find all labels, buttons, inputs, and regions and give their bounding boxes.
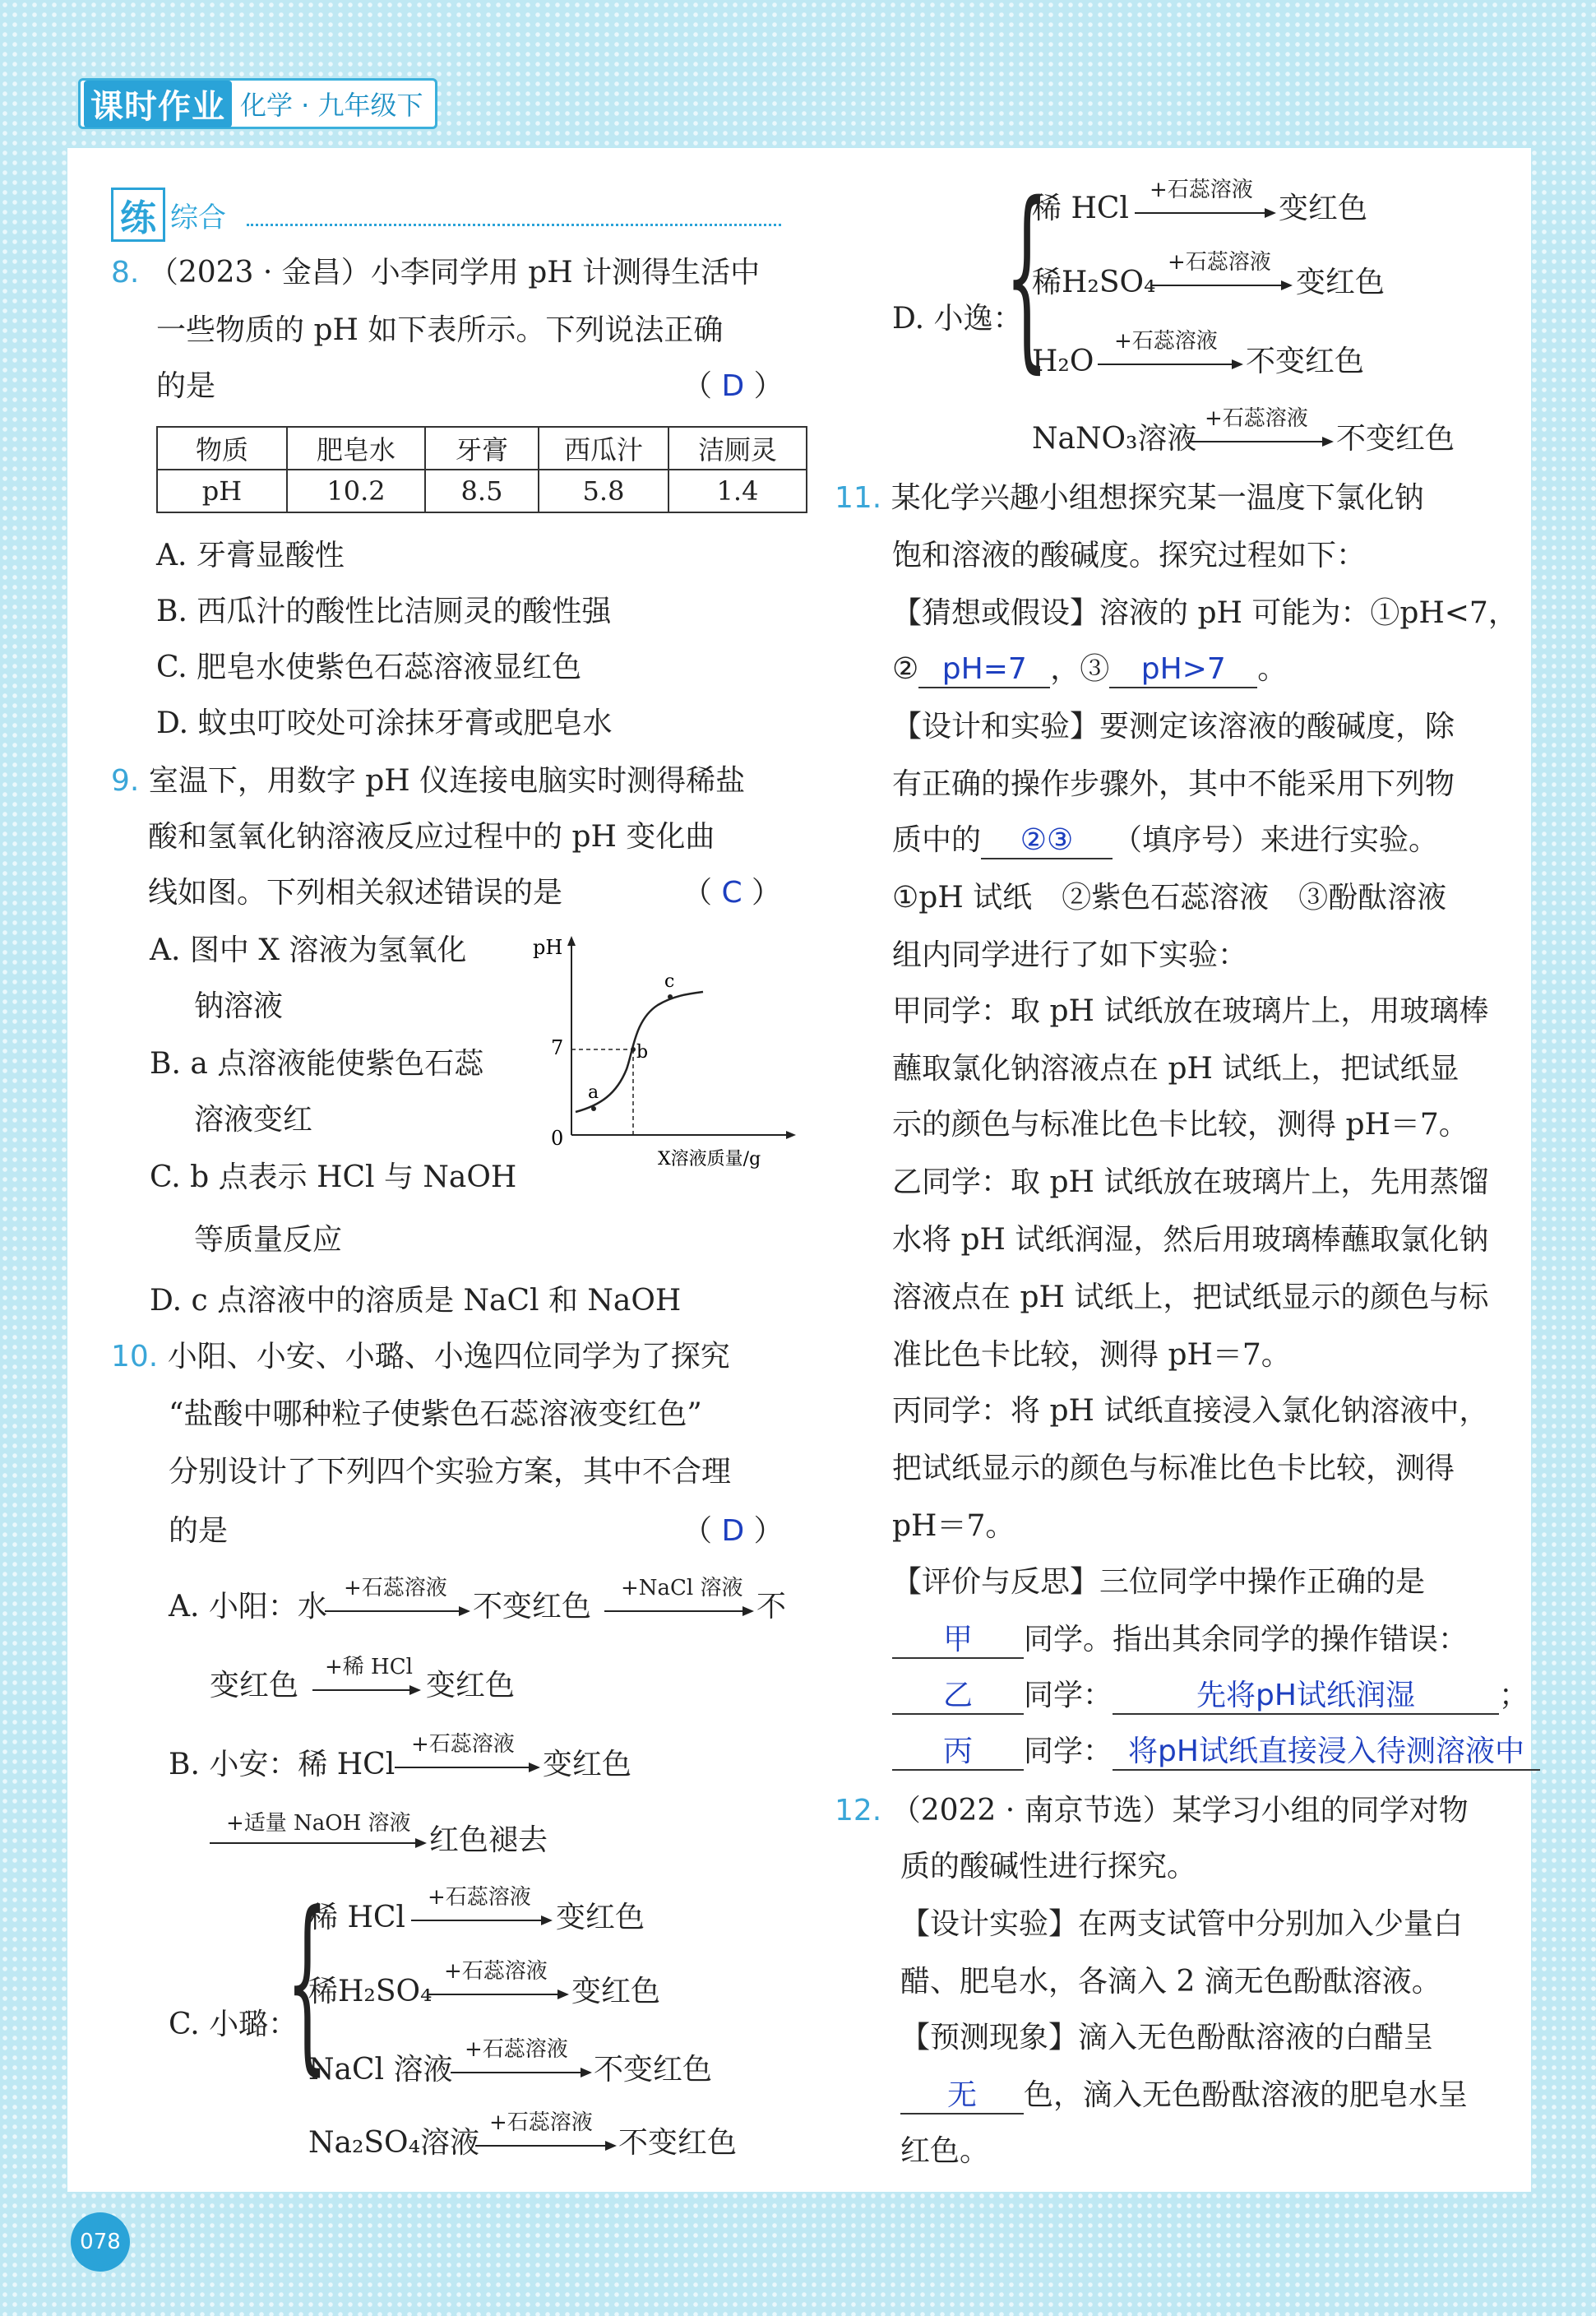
q10c-p1: 变红色 (556, 1901, 645, 1934)
reagent-label: +NaCl 溶液 (621, 1576, 743, 1600)
q9-option-d: D. c 点溶液中的溶质是 NaCl 和 NaOH (150, 1284, 682, 1318)
table-cell: 8.5 (425, 470, 539, 512)
q12-line4: 醋、肥皂水，各滴入 2 滴无色酚酞溶液。 (900, 1965, 1441, 1999)
point-b: b (636, 1042, 649, 1063)
q10d-sub4: NaNO₃溶液 (1032, 422, 1197, 456)
reaction-arrow (451, 2072, 590, 2073)
q10d-sub3: H₂O (1032, 345, 1094, 378)
q12-line2: 质的酸碱性进行探究。 (900, 1850, 1197, 1883)
q10c-p4: 不变红色 (618, 2126, 738, 2160)
answer-blank: pH>7 (1109, 651, 1257, 688)
q11-body: 准比色卡比较，测得 pH＝7。 (892, 1338, 1291, 1372)
q8-line2: 一些物质的 pH 如下表所示。下列说法正确 (156, 313, 724, 347)
answer-blank: ②③ (981, 822, 1113, 859)
practice-icon: 练 (111, 188, 165, 242)
table-header: 牙膏 (425, 427, 539, 470)
reaction-arrow (210, 1842, 425, 1844)
header-banner (78, 78, 437, 129)
q8-line1: 8. （2023 · 金昌）小李同学用 pH 计测得生活中 (111, 256, 761, 290)
q10b-who: B. 小安：稀 HCl (169, 1748, 396, 1781)
q11-body: 示的颜色与标准比色卡比较，测得 pH＝7。 (892, 1108, 1469, 1142)
reaction-arrow (325, 1610, 469, 1612)
table-header: 西瓜汁 (539, 427, 668, 470)
tick-7: 7 (551, 1036, 564, 1059)
q10c-sub2: 稀H₂SO₄ (308, 1975, 433, 2008)
q8-line3: 的是 (156, 369, 216, 403)
reaction-arrow (475, 2145, 615, 2147)
q9-option-c: C. b 点表示 HCl 与 NaOH (150, 1160, 517, 1194)
q10c-sub4: Na₂SO₄溶液 (308, 2126, 480, 2160)
q10d-who: D. 小逸： (892, 302, 1023, 336)
table-header: 洁厕灵 (668, 427, 807, 470)
q11-design1: 【设计和实验】要测定该溶液的酸碱度，除 (892, 710, 1455, 743)
answer-blank: 将pH试纸直接浸入待测溶液中 (1113, 1734, 1540, 1771)
reagent-label: +稀 HCl (325, 1655, 413, 1679)
q10d-sub2: 稀H₂SO₄ (1032, 266, 1156, 299)
q10d-p2: 变红色 (1296, 266, 1386, 299)
q11-eval2: 甲 同学。指出其余同学的操作错误： (892, 1622, 1468, 1659)
reagent-label: +石蕊溶液 (1150, 178, 1253, 202)
answer-blank: pH=7 (918, 651, 1050, 688)
q11-guess-line: ② pH=7 ，③ pH>7 。 (892, 651, 1287, 688)
q10b-p2: 红色褪去 (429, 1823, 548, 1857)
q11-eval3: 乙 同学： 先将pH试纸润湿 ； (892, 1678, 1529, 1715)
axis-ylabel: pH (533, 936, 563, 959)
table-header: 物质 (157, 427, 287, 470)
q11-line3: 【猜想或假设】溶液的 pH 可能为：①pH<7， (892, 596, 1518, 630)
reagent-label: +适量 NaOH 溶液 (226, 1811, 411, 1836)
q8-option-a: A. 牙膏显酸性 (156, 539, 345, 572)
reagent-label: +石蕊溶液 (344, 1576, 447, 1600)
brace: { (286, 1873, 329, 2092)
q10a-p1: 不变红色 (473, 1590, 592, 1624)
section-heading (111, 188, 226, 242)
answer-blank: 先将pH试纸润湿 (1113, 1678, 1499, 1715)
q10d-sub1: 稀 HCl (1032, 192, 1129, 225)
q12-line1: 12. （2022 · 南京节选）某学习小组的同学对物 (835, 1794, 1469, 1827)
reagent-label: +石蕊溶液 (444, 1959, 548, 1984)
q10a-p2a: 不 (756, 1590, 787, 1624)
reaction-arrow (1098, 364, 1242, 365)
q12-line6: 无 色，滴入无色酚酞溶液的肥皂水呈 (900, 2077, 1468, 2115)
page-number: 078 (71, 2212, 130, 2272)
q9-line3: 线如图。下列相关叙述错误的是 (148, 876, 563, 910)
q11-design2: 有正确的操作步骤外，其中不能采用下列物 (892, 767, 1455, 801)
reaction-arrow (312, 1689, 419, 1691)
q9-answer: （ C ） (682, 876, 782, 910)
q10b-p1: 变红色 (543, 1748, 632, 1781)
q9-line1: 9. 室温下，用数字 pH 仪连接电脑实时测得稀盐 (111, 764, 746, 798)
q12-line3: 【设计实验】在两支试管中分别加入少量白 (900, 1907, 1464, 1941)
q9-option-c2: 等质量反应 (194, 1223, 343, 1257)
reaction-arrow (395, 1767, 539, 1768)
reagent-label: +石蕊溶液 (428, 1885, 531, 1910)
q9-option-a2: 钠溶液 (194, 989, 284, 1023)
reagent-label: +石蕊溶液 (1114, 329, 1218, 354)
q8-option-b: B. 西瓜汁的酸性比洁厕灵的酸性强 (156, 595, 612, 628)
q10c-sub3: NaCl 溶液 (308, 2053, 453, 2087)
answer-blank: 无 (900, 2077, 1024, 2115)
q8-option-d: D. 蚊虫叮咬处可涂抹牙膏或肥皂水 (156, 706, 613, 740)
q10c-sub1: 稀 HCl (308, 1901, 405, 1934)
axis-xlabel: X溶液质量/g (658, 1149, 761, 1170)
q8-option-c: C. 肥皂水使紫色石蕊溶液显红色 (156, 651, 582, 684)
point-c: c (664, 971, 675, 992)
reaction-arrow (411, 1920, 551, 1921)
q9-option-a: A. 图中 X 溶液为氢氧化 (150, 933, 467, 967)
q10d-p4: 不变红色 (1336, 422, 1455, 456)
q11-body: 丙同学：将 pH 试纸直接浸入氯化钠溶液中， (892, 1394, 1489, 1428)
brace: { (1005, 160, 1049, 391)
subject-grade: 化学 · 九年级下 (240, 90, 423, 121)
q8-answer: （ D ） (682, 369, 784, 403)
q10-line2: “盐酸中哪种粒子使紫色石蕊溶液变红色” (169, 1397, 702, 1431)
q11-body: 蘸取氯化钠溶液点在 pH 试纸上，把试纸显 (892, 1052, 1460, 1086)
q10-line1: 10. 小阳、小安、小璐、小逸四位同学为了探究 (111, 1340, 730, 1373)
ph-curve-graph (526, 929, 798, 1176)
q10-line3: 分别设计了下列四个实验方案，其中不合理 (169, 1455, 732, 1489)
q10c-p3: 不变红色 (594, 2053, 713, 2087)
q11-design3: 质中的 ②③ （填序号）来进行实验。 (892, 822, 1438, 859)
q9-option-b2: 溶液变红 (194, 1103, 313, 1137)
reaction-arrow (1135, 212, 1274, 214)
reaction-arrow (604, 1610, 752, 1612)
q10-answer: （ D ） (682, 1514, 784, 1548)
table-cell: 1.4 (668, 470, 807, 512)
table-cell: 5.8 (539, 470, 668, 512)
q12-line5: 【预测现象】滴入无色酚酞溶液的白醋呈 (900, 2021, 1434, 2054)
reagent-label: +石蕊溶液 (1205, 406, 1308, 431)
q9-line2: 酸和氢氧化钠溶液反应过程中的 pH 变化曲 (148, 820, 715, 854)
ph-table (156, 426, 807, 513)
reagent-label: +石蕊溶液 (489, 2110, 593, 2135)
q11-body: 把试纸显示的颜色与标准比色卡比较，测得 (892, 1452, 1455, 1485)
brand-title: 课时作业 (84, 81, 232, 127)
q9-option-b: B. a 点溶液能使紫色石蕊 (150, 1047, 484, 1081)
reagent-label: +石蕊溶液 (1168, 250, 1271, 275)
q10a-p2b: 变红色 (210, 1669, 299, 1702)
q11-materials: ①pH 试纸 ②紫色石蕊溶液 ③酚酞溶液 (892, 881, 1447, 915)
answer-blank: 甲 (892, 1622, 1024, 1659)
q11-body: pH＝7。 (892, 1509, 1015, 1543)
reaction-arrow (428, 1994, 567, 1995)
q10a-who: A. 小阳：水 (169, 1590, 327, 1624)
q10c-p2: 变红色 (571, 1975, 661, 2008)
q11-eval1: 【评价与反思】三位同学中操作正确的是 (892, 1565, 1426, 1599)
q11-body: 乙同学：取 pH 试纸放在玻璃片上，先用蒸馏 (892, 1165, 1489, 1199)
answer-blank: 丙 (892, 1734, 1024, 1771)
table-cell: pH (157, 470, 287, 512)
q10d-p1: 变红色 (1279, 192, 1368, 225)
q11-body: 组内同学进行了如下实验： (892, 938, 1248, 972)
q11-eval4: 丙 同学： 将pH试纸直接浸入待测溶液中 (892, 1734, 1540, 1771)
point-a: a (588, 1082, 599, 1103)
table-header: 肥皂水 (287, 427, 425, 470)
q10c-who: C. 小璐： (169, 2008, 298, 2041)
q12-line7: 红色。 (900, 2134, 990, 2168)
reaction-arrow (1151, 285, 1291, 286)
table-cell: 10.2 (287, 470, 425, 512)
q11-body: 甲同学：取 pH 试纸放在玻璃片上，用玻璃棒 (892, 994, 1489, 1028)
section-divider (247, 224, 781, 226)
answer-blank: 乙 (892, 1678, 1024, 1715)
q11-body: 水将 pH 试纸润湿，然后用玻璃棒蘸取氯化钠 (892, 1223, 1489, 1257)
q11-line2: 饱和溶液的酸碱度。探究过程如下： (892, 539, 1367, 572)
section-label: 综合 (170, 201, 226, 234)
q11-line1: 11. 某化学兴趣小组想探究某一温度下氯化钠 (835, 481, 1424, 515)
q11-body: 溶液点在 pH 试纸上，把试纸显示的颜色与标 (892, 1281, 1489, 1314)
reagent-label: +石蕊溶液 (465, 2037, 568, 2062)
q10-line4: 的是 (169, 1514, 229, 1548)
origin-label: 0 (551, 1127, 564, 1150)
q10a-p3: 变红色 (426, 1669, 516, 1702)
q10d-p3: 不变红色 (1246, 345, 1365, 378)
reaction-arrow (1188, 441, 1332, 442)
reagent-label: +石蕊溶液 (411, 1732, 515, 1757)
